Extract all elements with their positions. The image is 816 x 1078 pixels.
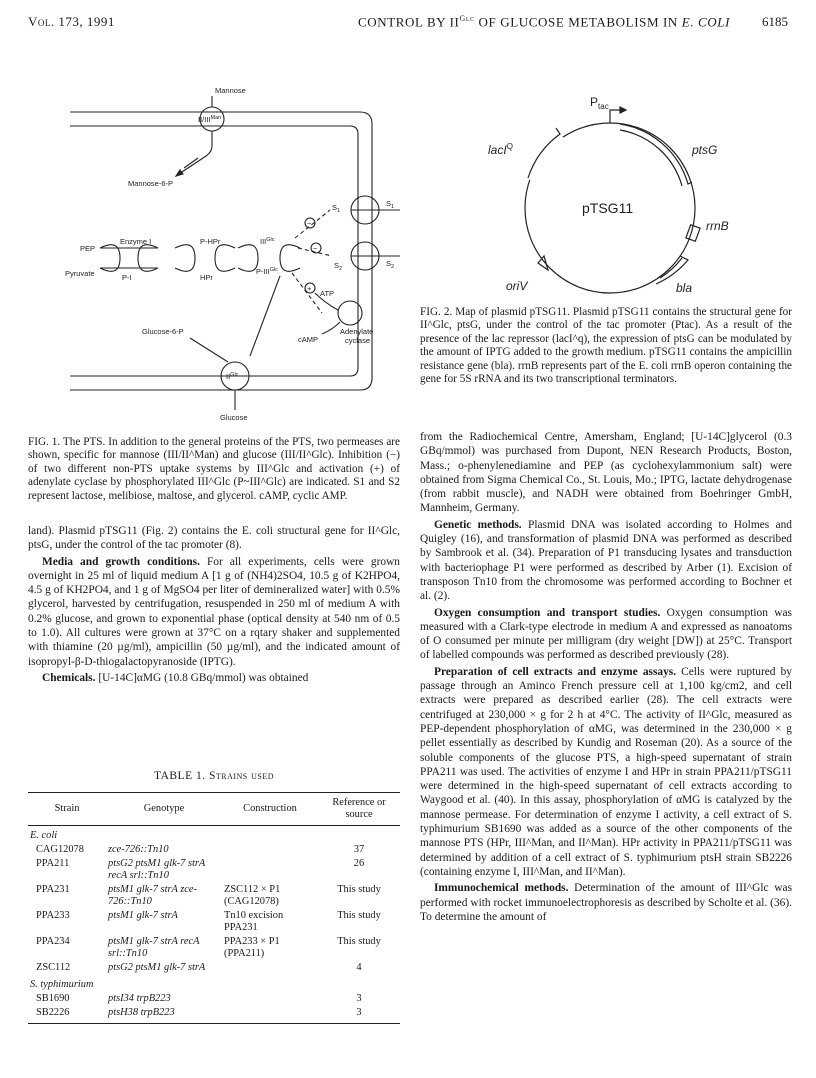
laciq-gap: [530, 136, 562, 180]
fig1-pts-diagram: [60, 86, 400, 433]
hpr-cycle-right: [215, 245, 235, 272]
table-row: ZSC112 ptsG2 ptsM1 glk-7 strA 4: [36, 962, 362, 973]
table-group-row: E. coli: [30, 830, 58, 841]
label-p-i: P-I: [122, 273, 132, 282]
table-row: PPA231 ptsM1 glk-7 strA zce-726::Tn10 ZSC112 × P1 (CAG12078) This study: [36, 884, 381, 907]
left-column-text: [28, 524, 400, 687]
ptac-promoter-arrow: [610, 110, 620, 123]
label-hpr: HPr: [200, 273, 213, 282]
label-s1-inner: $S_1$: [332, 203, 341, 214]
table-row: SB1690 ptsI34 trpB223 3: [36, 993, 362, 1004]
table-row: PPA211 ptsG2 ptsM1 glk-7 strA recA srl::Tn10 26: [36, 858, 365, 881]
col-reference: Reference or source: [332, 797, 386, 820]
label-plus: +: [307, 284, 312, 293]
arrowhead: [176, 170, 183, 176]
label-minus-2: −: [313, 244, 318, 253]
mannose-6p-outflow: [176, 131, 212, 176]
label-mannose-6p: Mannose-6-P: [128, 179, 174, 188]
table-row: PPA233 ptsM1 glk-7 strA Tn10 excision PPA231 This study: [36, 910, 381, 933]
left-paragraph-1: land). Plasmid pTSG11 (Fig. 2) contains the E. coli structural gene for II^Glc, ptsG, under the control of the tac promoter (8).: [28, 525, 400, 552]
outer-membrane: [70, 112, 372, 390]
label-ptsg: ptsG: [692, 143, 718, 157]
label-glucose: Glucose: [220, 413, 248, 422]
left-paragraph-3: Chemicals. [U-14C]αMG (10.8 GBq/mmol) was obtained: [42, 671, 309, 684]
label-ptac: $P_{tac}$: [590, 95, 609, 111]
hpr-cycle-left: [175, 245, 195, 272]
right-paragraph-5: Immunochemical methods. Determination of the amount of III^Glc was performed with rocket immunoelectrophoresis as described by Scholte et al. (36). To determine the amount of: [420, 882, 793, 923]
label-pyruvate: Pyruvate: [65, 269, 95, 278]
label-ii-iii-man: $II/III^{Man}$: [198, 115, 222, 124]
label-camp: cAMP: [298, 335, 319, 344]
label-cyclase: cyclase: [345, 336, 371, 345]
table-row: PPA234 ptsM1 glk-7 strA recA srl::Tn10 PPA233 × P1 (PPA211) This study: [36, 936, 381, 959]
right-paragraph-4: Preparation of cell extracts and enzyme assays. Cells were ruptured by passage through an Aminco French pressure cell at 1,100 kg/cm2, and cell extracts were prepared as described earlier (28). The cell extracts were centrifuged at 230,000 × g for 2 h at 4°C. The activity of II^Glc, measured as PEP-dependent phosphorylation of αMG, was determined in the 230,000 × g pellet essentially as described by Kundig and Roseman (20). As a source of the soluble components of the glucose PTS, a high-speed supernatant of strain PPA211 was used. The activities of enzyme I and HPr in strain PPA211/pTSG11 were determined in the high-speed supernatant of cell extracts according to Waygood et al. (40). In this assay, phosphorylation of αMG is catalyzed by the mannose permease. For determination of enzyme I activity, a cell extract of S. typhimurium SB1690 was added as a source of the other components of the mannose PTS (HPr, III^Man, and II^Man). HPr activity in PPA211/pTSG11 was determined by addition of a cell extract of S. typhimurium ptsH strain SB2226 (containing enzyme I, III^Man, and II^Man).: [420, 665, 792, 878]
label-plasmid-name: pTSG11: [582, 200, 634, 216]
camp-arrow: [322, 322, 340, 334]
enzyme-i-cycle-left: [100, 245, 120, 272]
fig1-caption: FIG. 1. The PTS. In addition to the general proteins of the PTS, two permeases are shown, specific for mannose (III/II^Man) and glucose (III/II^Glc). Inhibition (−) of two different non-PTS uptake systems by III^Glc and activation (+) of adenylate cyclase by phosphorylated III^Glc (P~III^Glc) are indicated. S1 and S2 represent lactose, melibiose, maltose, and glycerol. cAMP, cyclic AMP.: [28, 436, 400, 502]
bla-arrow: [656, 256, 688, 284]
label-s2-outer: $S_2$: [386, 259, 395, 270]
right-paragraph-2: Genetic methods. Plasmid DNA was isolated according to Holmes and Quigley (16), and transformation of plasmid DNA was performed as described by Sambrook et al. (34). Preparation of P1 transducing lysates and transduction with bacteriophage P1 were performed as described by Arber (1). Excision of transposon Tn10 from the chromosome was performed according to Bochner et al. (2).: [420, 518, 792, 603]
label-laciq: lacI$^Q$: [488, 142, 513, 157]
table-group-row: S. typhimurium: [30, 979, 94, 990]
right-paragraph-3: Oxygen consumption and transport studies. Oxygen consumption was measured with a Clark-type electrode in medium A and expressed as nanoatoms of O consumed per minute per milligram (dry weight [DW]) at 25°C. Transport of labelled compounds was performed as described previously (28).: [420, 606, 792, 662]
page-number: 6185: [762, 14, 788, 29]
running-title: CONTROL BY $II^{Glc}$ OF GLUCOSE METABOLISM IN E. COLI: [358, 14, 731, 30]
label-glucose-6p: Glucose-6-P: [142, 327, 184, 336]
fig2-caption: FIG. 2. Map of plasmid pTSG11. Plasmid pTSG11 contains the structural gene for II^Glc, ptsG, under the control of the tac promoter (Ptac). As a result of the presence of the lac repressor (lacI^q), the expression of ptsG can be modulated by the amount of IPTG added to the growth medium. pTSG11 contains the ampicillin resistance gene (bla). rrnB represents part of the E. coli rrnB operon containing the gene for 5S rRNA and its two transcriptional terminators.: [420, 306, 792, 386]
col-strain: Strain: [54, 803, 80, 814]
glucose-6p-outflow: [190, 338, 228, 362]
label-pep: PEP: [80, 244, 96, 253]
label-s1-outer: $S_1$: [386, 199, 395, 210]
iii-cycle-right: [280, 245, 300, 272]
label-iii-glc: $III^{Glc}$: [260, 237, 275, 246]
label-mannose: Mannose: [215, 86, 246, 95]
label-enzyme-i: Enzyme I: [120, 237, 152, 246]
table1-header-row: [28, 793, 400, 826]
label-minus-1: −: [307, 219, 312, 228]
label-ii-glc: $II^{Glc}$: [226, 372, 239, 381]
table-row: SB2226 ptsH38 trpB223 3: [28, 1006, 400, 1024]
label-rrnb: rrnB: [706, 219, 729, 233]
right-column-text: [420, 430, 792, 926]
enzyme-i-cycle-right: [138, 245, 158, 272]
running-header: [28, 14, 788, 34]
col-genotype: Genotype: [143, 803, 185, 814]
label-p-iii-glc: $P-III^{Glc}$: [256, 267, 279, 276]
volume-label: Vol. 173, 1991: [28, 14, 115, 29]
iii-cycle-left: [238, 245, 258, 272]
label-bla: bla: [676, 281, 693, 295]
left-paragraph-2: Media and growth conditions. For all experiments, cells were grown overnight in 25 ml of liquid medium A [1 g of (NH4)2SO4, 10.5 g of K2HPO4, 4.5 g of KH2PO4, and 1 g of MgSO4 per liter of demineralized water] with 0.5% glycerol, harvested by centrifugation, resuspended in 250 ml of medium A with 0.2% glucose, and grown to exponential phase (optical density at 540 nm of 0.5 to 1.0). All cultures were grown at 37°C on a rqtary shaker and supplemented with thiamine (20 µg/ml), ampicillin (50 µg/ml), and the indicated amount of isopropyl-β-D-thiogalactopyranoside (IPTG).: [28, 555, 401, 668]
fig2-plasmid-map: [470, 95, 750, 303]
label-oriv: oriV: [506, 279, 528, 293]
label-adenylate: Adenylate: [340, 327, 374, 336]
table1-title: TABLE 1. Strains used: [153, 770, 275, 782]
label-atp: ATP: [320, 289, 335, 298]
col-construction: Construction: [243, 803, 297, 814]
label-p-hpr: P-HPr: [200, 237, 221, 246]
table-row: CAG12078 zce-726::Tn10 37: [36, 844, 365, 855]
inhibition-s1-dash: [295, 210, 330, 238]
p-iii-to-iiglc-line: [250, 276, 280, 356]
right-paragraph-1: from the Radiochemical Centre, Amersham, England; [U-14C]glycerol (0.3 GBq/mmol) was purchased from Dupont, NEN Research Products, Boston, Mass.; o-phenylenediamine and PEP (as cyclohexylammonium salt) were obtained from Sigma Chemical Co., St. Louis, Mo.; IPTG, lactate dehydrogenase (from rabbit muscle), and NADH were obtained from Boehringer GmbH, Mannheim, Germany.: [420, 431, 792, 515]
label-s2-inner: $S_2$: [334, 261, 343, 272]
arrowhead: [620, 107, 626, 113]
oriv-marker: [538, 256, 548, 270]
activation-dash: [292, 273, 322, 313]
ptsg-arc-inner: [620, 130, 682, 186]
table1-strains: [28, 792, 400, 1024]
